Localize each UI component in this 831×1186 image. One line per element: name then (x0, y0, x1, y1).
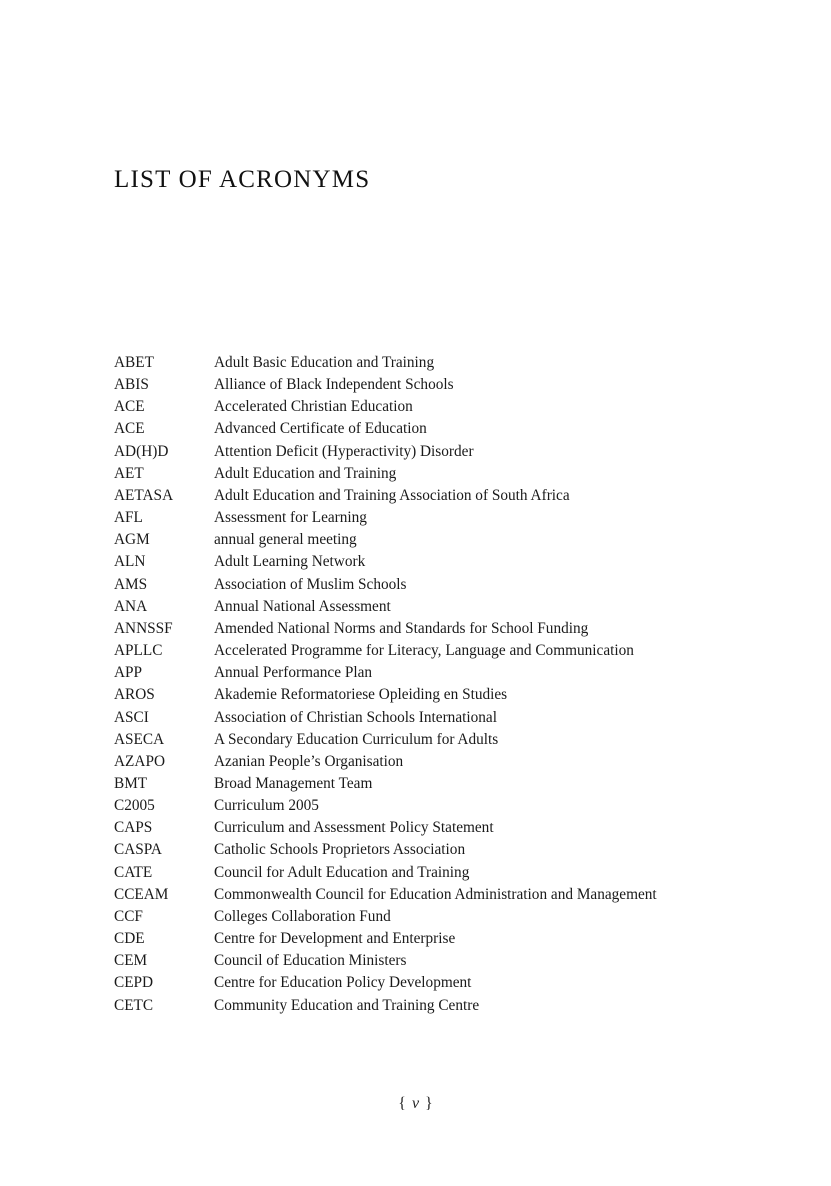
acronym-definition: A Secondary Education Curriculum for Adults (214, 730, 499, 748)
acronym-row (114, 884, 714, 906)
acronym-row (114, 662, 714, 684)
acronym-abbreviation: ACE (114, 398, 145, 416)
acronym-definition: Catholic Schools Proprietors Association (214, 841, 466, 859)
acronym-row (114, 751, 714, 773)
acronym-definition: Curriculum and Assessment Policy Statement (214, 819, 494, 837)
acronym-definition: Alliance of Black Independent Schools (214, 376, 454, 394)
acronym-abbreviation: AFL (114, 509, 143, 527)
acronym-row (114, 529, 714, 551)
acronym-abbreviation: ABIS (114, 376, 149, 394)
acronym-abbreviation: AZAPO (114, 752, 165, 770)
acronym-row (114, 640, 714, 662)
acronym-definition: Association of Muslim Schools (214, 575, 407, 593)
acronym-abbreviation: AGM (114, 531, 150, 549)
acronym-abbreviation: AD(H)D (114, 442, 169, 460)
acronym-row (114, 507, 714, 529)
acronym-definition: Curriculum 2005 (214, 797, 319, 815)
acronym-abbreviation: AET (114, 464, 144, 482)
acronym-definition: Attention Deficit (Hyperactivity) Disorder (214, 442, 474, 460)
acronym-row (114, 795, 714, 817)
acronym-abbreviation: CETC (114, 996, 154, 1014)
acronym-row (114, 551, 714, 573)
acronym-definition: Azanian People’s Organisation (214, 752, 404, 770)
acronym-row (114, 618, 714, 640)
acronym-row (114, 352, 714, 374)
brace-open: { (398, 1095, 406, 1112)
acronym-abbreviation: C2005 (114, 797, 155, 815)
acronym-definition: Community Education and Training Centre (214, 996, 480, 1014)
page-number: v (411, 1095, 420, 1112)
acronym-abbreviation: APLLC (114, 642, 163, 660)
acronym-definition: Adult Education and Training Association of South Africa (214, 486, 570, 504)
acronym-abbreviation: ABET (114, 354, 154, 371)
acronym-definition: Annual Performance Plan (214, 664, 373, 682)
acronym-definition: Council of Education Ministers (214, 952, 407, 970)
acronym-abbreviation: ASCI (114, 708, 149, 726)
brace-close: } (425, 1095, 433, 1112)
acronym-abbreviation: ANNSSF (114, 619, 173, 637)
acronym-row (114, 574, 714, 596)
acronym-row (114, 463, 714, 485)
acronym-definition: Centre for Education Policy Development (214, 974, 472, 992)
acronym-abbreviation: AROS (114, 686, 155, 704)
acronym-row (114, 418, 714, 440)
page-footer (0, 1095, 831, 1113)
acronym-row (114, 839, 714, 861)
acronym-definition: Adult Education and Training (214, 464, 397, 482)
acronym-abbreviation: ACE (114, 420, 145, 438)
acronym-abbreviation: CCEAM (114, 885, 169, 903)
acronym-list (114, 352, 714, 1017)
acronym-row (114, 441, 714, 463)
acronym-abbreviation: BMT (114, 774, 148, 792)
acronym-definition: Accelerated Christian Education (214, 398, 413, 416)
acronym-abbreviation: APP (114, 664, 143, 682)
acronym-abbreviation: CDE (114, 930, 145, 948)
acronym-row (114, 396, 714, 418)
acronym-abbreviation: CASPA (114, 841, 162, 859)
acronym-definition: Colleges Collaboration Fund (214, 907, 391, 925)
acronym-row (114, 773, 714, 795)
acronym-row (114, 817, 714, 839)
acronym-row (114, 596, 714, 618)
acronym-abbreviation: ASECA (114, 730, 165, 748)
acronym-row (114, 995, 714, 1017)
acronym-row (114, 485, 714, 507)
acronym-definition: Akademie Reformatoriese Opleiding en Studies (214, 686, 508, 704)
acronym-abbreviation: CCF (114, 907, 143, 925)
acronym-definition: Commonwealth Council for Education Administration and Management (214, 885, 657, 903)
acronym-abbreviation: AMS (114, 575, 148, 593)
acronym-row (114, 928, 714, 950)
acronym-definition: Association of Christian Schools International (214, 708, 497, 726)
acronym-row (114, 862, 714, 884)
acronym-row (114, 374, 714, 396)
acronym-definition: Centre for Development and Enterprise (214, 930, 456, 948)
acronym-definition: Council for Adult Education and Training (214, 863, 470, 881)
acronym-definition: Accelerated Programme for Literacy, Language and Communication (214, 642, 634, 660)
acronym-row (114, 707, 714, 729)
acronym-definition: Adult Learning Network (214, 553, 366, 571)
page-title: LIST OF ACRONYMS (114, 166, 371, 193)
acronym-row (114, 684, 714, 706)
acronym-row (114, 729, 714, 751)
acronym-abbreviation: CEPD (114, 974, 154, 992)
acronym-abbreviation: CAPS (114, 819, 153, 837)
acronym-definition: Broad Management Team (214, 774, 373, 792)
acronym-definition: Adult Basic Education and Training (214, 354, 435, 371)
acronym-row (114, 950, 714, 972)
acronym-row (114, 906, 714, 928)
acronym-abbreviation: ALN (114, 553, 146, 571)
acronym-definition: Assessment for Learning (214, 509, 367, 527)
acronym-abbreviation: AETASA (114, 486, 174, 504)
acronym-definition: Advanced Certificate of Education (214, 420, 427, 438)
acronym-definition: Amended National Norms and Standards for School Funding (214, 619, 589, 637)
acronym-definition: annual general meeting (214, 531, 357, 549)
acronym-abbreviation: CATE (114, 863, 153, 881)
acronym-definition: Annual National Assessment (214, 597, 391, 615)
acronym-abbreviation: ANA (114, 597, 148, 615)
acronym-abbreviation: CEM (114, 952, 148, 970)
acronym-row (114, 972, 714, 994)
